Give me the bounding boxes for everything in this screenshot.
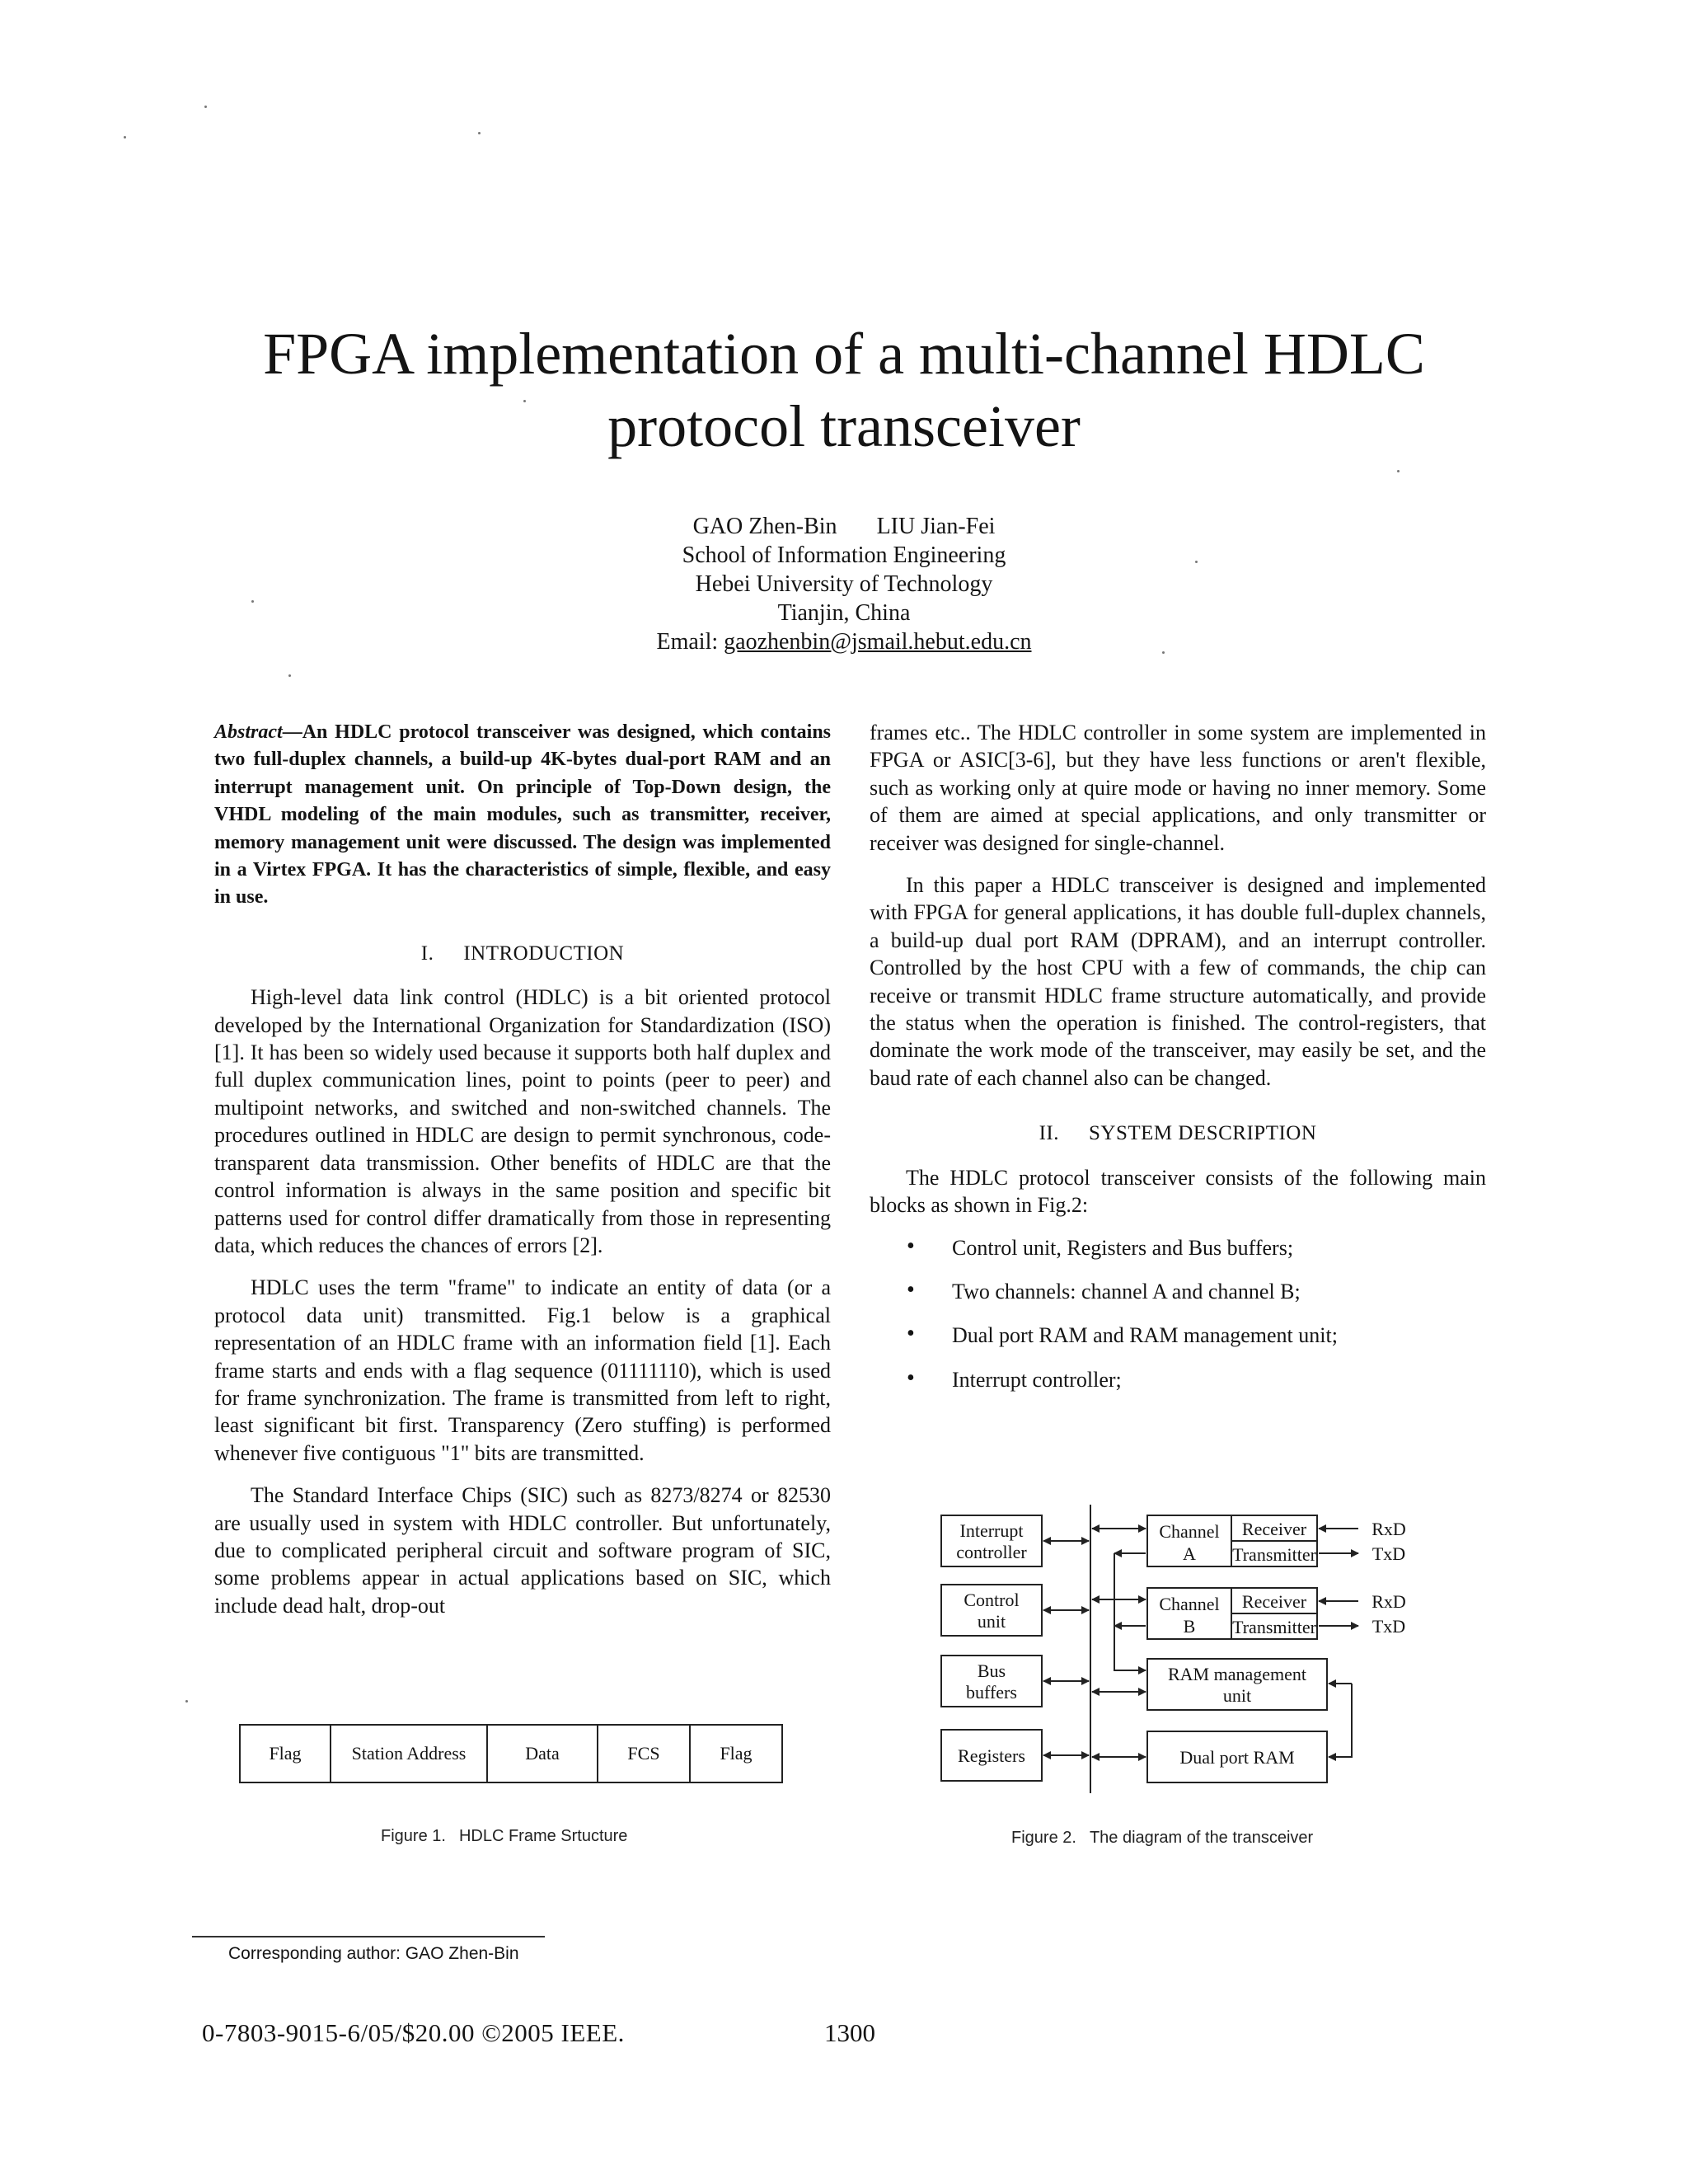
channel-b-transmitter-label: Transmitter (1232, 1617, 1316, 1637)
intro-paragraph-5: In this paper a HDLC transceiver is designed and implemented with FPGA for general applications, it has double full-duplex channels, a build-up dual port RAM (DPRAM), and an interrupt controller. Controlled by the host CPU with a few of commands, the chip can receive or transmit HDLC frame structure automatically, and provide the status when the operation is finished. The control-registers, that dominate the work mode of the transceiver, may easily be set, and the baud rate of each channel also can be changed. (870, 873, 1486, 1090)
list-item: • Interrupt controller; (870, 1366, 1486, 1393)
section-number: I. (420, 942, 434, 965)
ram-management-label-1: RAM management (1167, 1664, 1307, 1684)
list-item: • Dual port RAM and RAM management unit; (870, 1322, 1486, 1349)
paper-title: FPGA implementation of a multi-channel HDLC protocol transceiver (263, 321, 1425, 459)
author-email-line (495, 627, 1193, 656)
system-paragraph-1: The HDLC protocol transceiver consists of the following main blocks as shown in Fig.2: (870, 1165, 1486, 1218)
email-label: Email: (656, 629, 724, 655)
scan-speck (288, 674, 291, 677)
frame-field-flag: Flag (690, 1725, 782, 1782)
section-title: SYSTEM DESCRIPTION (1089, 1122, 1317, 1145)
ram-management-label-2: unit (1222, 1685, 1252, 1706)
right-column (870, 719, 1486, 1410)
frame-field-flag: Flag (240, 1725, 331, 1782)
interrupt-controller-label-1: Interrupt (959, 1520, 1024, 1541)
section-title: INTRODUCTION (463, 942, 625, 965)
email-link[interactable]: gaozhenbin@jsmail.hebut.edu.cn (724, 629, 1032, 655)
figure-2-caption (1011, 1829, 1313, 1848)
scan-speck (124, 136, 126, 139)
caption-number: Figure 1. (381, 1827, 446, 1845)
channel-a-label-2: A (1183, 1543, 1196, 1564)
intro-paragraph-1: High-level data link control (HDLC) is a bit oriented protocol developed by the International Organization for Standardization (ISO)[1]. It has been so widely used because it supports both half duplex and full duplex communication lines, point to points (peer to peer) and multipoint networks, and switched and non-switched channels. The procedures outlined in HDLC are design to permit synchronous, code-transparent data transmission. Other benefits of HDLC are that the control information is always in the same position and specific bit patterns used for control differ dramatically from those in representing data, which reduces the chances of errors [2]. (214, 985, 831, 1257)
abstract-text: —An HDLC protocol transceiver was designed, which contains two full-duplex channels, a build-up 4K-bytes dual-port RAM and an interrupt management unit. On principle of Top-Down design, the VHDL modeling of the main modules, such as transmitter, receiver, memory management unit were discussed. The design was implemented in a Virtex FPGA. It has the characteristics of simple, flexible, and easy in use. (214, 721, 831, 909)
channel-a-label-1: Channel (1159, 1521, 1220, 1542)
transceiver-diagram (931, 1501, 1459, 1797)
caption-text: The diagram of the transceiver (1089, 1829, 1314, 1847)
author-name-2: LIU Jian-Fei (876, 514, 996, 539)
footnote-rule (192, 1936, 545, 1937)
section-heading-introduction (214, 940, 831, 967)
txd-b-label: TxD (1372, 1616, 1406, 1637)
frame-field-fcs: FCS (598, 1725, 690, 1782)
section-heading-system-description (870, 1120, 1486, 1147)
left-column (214, 719, 831, 1634)
scan-speck (478, 132, 481, 134)
txd-a-label: TxD (1372, 1543, 1406, 1564)
channel-b-receiver-label: Receiver (1241, 1591, 1307, 1612)
author-name-1: GAO Zhen-Bin (692, 514, 837, 539)
intro-paragraph-3: The Standard Interface Chips (SIC) such as 8273/8274 or 82530 are usually used in system with HDLC controller. But unfortunately, due to complicated peripheral circuit and software program of SIC, some problems appear in actual applications based on SIC, which include dead halt, drop-out (214, 1483, 831, 1618)
frame-field-station-address: Station Address (331, 1725, 487, 1782)
author-city: Tianjin, China (777, 600, 911, 626)
channel-a-transmitter-label: Transmitter (1232, 1544, 1316, 1565)
list-item: • Control unit, Registers and Bus buffers; (870, 1234, 1486, 1261)
control-unit-label-1: Control (964, 1590, 1020, 1610)
author-block (495, 512, 1193, 656)
dual-port-ram-label: Dual port RAM (1179, 1747, 1295, 1768)
channel-a-receiver-label: Receiver (1241, 1519, 1307, 1539)
author-names (495, 512, 1193, 541)
intro-paragraph-2: HDLC uses the term "frame" to indicate an entity of data (or a protocol data unit) transmitted. Fig.1 below is a graphical representation of an HDLC frame with an information field [1]. Each frame starts and ends with a flag sequence (01111110), which is used for frame synchronization. The frame is transmitted from left to right, least significant bit first. Transparency (Zero stuffing) is performed whenever five contiguous "1" bits are transmitted. (214, 1275, 831, 1465)
figure-1-caption (381, 1827, 627, 1846)
abstract-label: Abstract (214, 721, 283, 743)
scan-speck (523, 400, 526, 402)
registers-label: Registers (958, 1745, 1025, 1766)
control-unit-label-2: unit (977, 1611, 1006, 1632)
frame-field-data: Data (487, 1725, 598, 1782)
table-row (240, 1725, 782, 1782)
abstract (214, 719, 831, 912)
scan-speck (1195, 561, 1198, 563)
copyright-line: 0-7803-9015-6/05/$20.00 ©2005 IEEE. (202, 2018, 625, 2047)
rxd-b-label: RxD (1372, 1591, 1406, 1612)
scan-speck (1162, 651, 1165, 654)
block-list (870, 1234, 1486, 1394)
page-number: 1300 (824, 2018, 875, 2047)
interrupt-controller-label-2: controller (956, 1542, 1027, 1562)
author-school: School of Information Engineering (682, 542, 1006, 568)
bus-buffers-label-2: buffers (966, 1682, 1017, 1703)
channel-b-label-2: B (1183, 1616, 1196, 1637)
rxd-a-label: RxD (1372, 1519, 1406, 1539)
scan-speck (251, 600, 254, 603)
scan-speck (204, 106, 207, 108)
footnote: Corresponding author: GAO Zhen-Bin (228, 1944, 519, 1963)
scan-speck (185, 1700, 188, 1703)
bus-buffers-label-1: Bus (977, 1660, 1006, 1681)
section-number: II. (1039, 1122, 1059, 1145)
hdlc-frame-table (239, 1724, 783, 1783)
caption-number: Figure 2. (1011, 1829, 1076, 1847)
intro-paragraph-4: frames etc.. The HDLC controller in some system are implemented in FPGA or ASIC[3-6], but they have less functions or aren't flexible, such as working only at quire mode or having no inner memory. Some of them are aimed at special applications, and only transmitter or receiver was designed for single-channel. (870, 721, 1486, 855)
author-university: Hebei University of Technology (695, 571, 993, 597)
channel-b-label-1: Channel (1159, 1594, 1220, 1614)
caption-text: HDLC Frame Srtucture (458, 1827, 628, 1845)
scan-speck (1397, 470, 1400, 472)
list-item: • Two channels: channel A and channel B; (870, 1278, 1486, 1305)
